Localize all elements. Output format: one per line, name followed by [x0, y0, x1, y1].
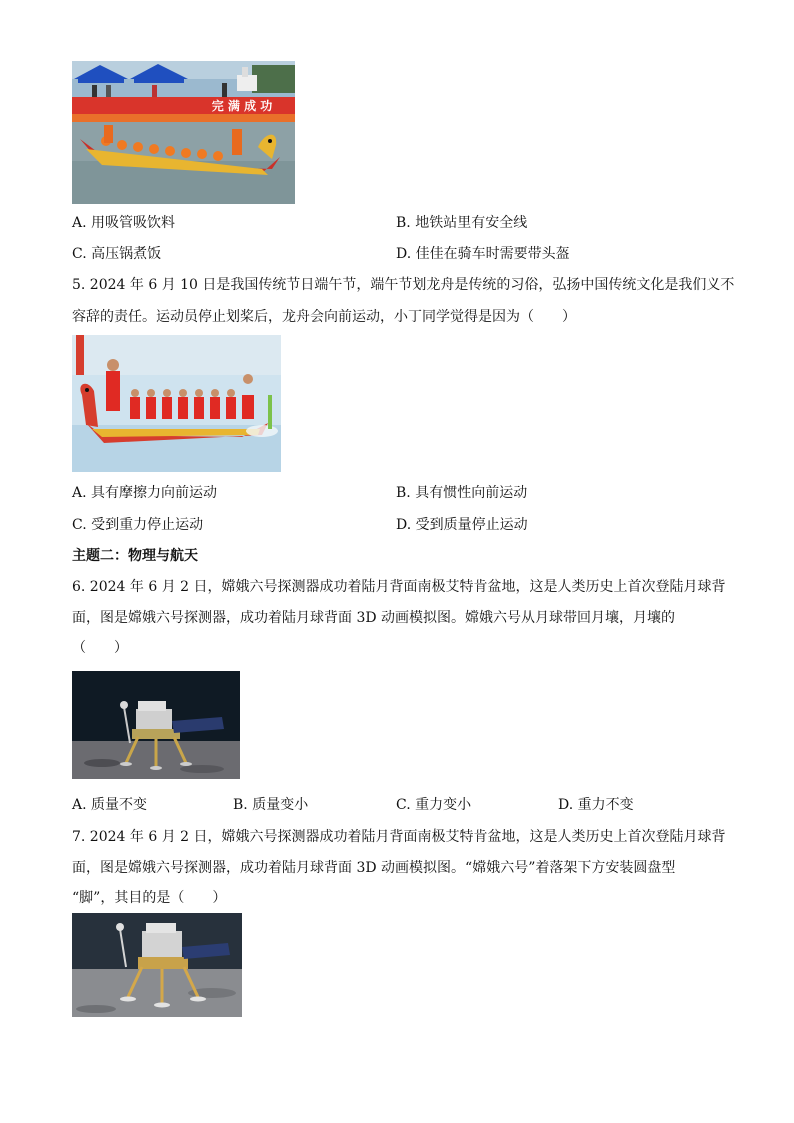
q7-stem-line-1: 7. 2024 年 6 月 2 日，嫦娥六号探测器成功着陆月背面南极艾特肯盆地，这是人类历史上首次登陆月球背 [72, 829, 726, 845]
q5-option-a: A. 具有摩擦力向前运动 [72, 485, 218, 501]
q6-option-c: C. 重力变小 [396, 797, 472, 813]
q7-stem-line-3: “脚”，其目的是（ ） [72, 890, 227, 906]
q6-option-d: D. 重力不变 [558, 797, 634, 813]
lander-photo-2 [72, 913, 242, 1017]
q5-option-d: D. 受到质量停止运动 [396, 517, 528, 533]
q5-option-c: C. 受到重力停止运动 [72, 517, 204, 533]
q6-stem-line-2: 面，图是嫦娥六号探测器，成功着陆月球背面 3D 动画模拟图。嫦娥六号从月球带回月壤，月壤的 [72, 610, 676, 626]
q6-stem-line-3: （ ） [72, 640, 128, 656]
q4-option-a: A. 用吸管吸饮料 [72, 215, 176, 231]
q6-option-a: A. 质量不变 [72, 797, 148, 813]
q4-option-d: D. 佳佳在骑车时需要带头盔 [396, 246, 570, 262]
q5-stem-line-2: 容辞的责任。运动员停止划桨后，龙舟会向前运动，小丁同学觉得是因为（ ） [72, 309, 576, 325]
q7-stem-line-2: 面，图是嫦娥六号探测器，成功着陆月球背面 3D 动画模拟图。“嫦娥六号”着落架下方安装圆盘型 [72, 860, 676, 876]
dragon-boat-photo-2 [72, 335, 281, 472]
q6-stem-line-1: 6. 2024 年 6 月 2 日，嫦娥六号探测器成功着陆月背面南极艾特肯盆地，这是人类历史上首次登陆月球背 [72, 579, 726, 595]
q5-option-b: B. 具有惯性向前运动 [396, 485, 528, 501]
q6-option-b: B. 质量变小 [233, 797, 309, 813]
dragon-boat-photo-1 [72, 61, 295, 204]
q4-option-c: C. 高压锅煮饭 [72, 246, 162, 262]
q5-stem-line-1: 5. 2024 年 6 月 10 日是我国传统节日端午节，端午节划龙舟是传统的习俗，弘扬中国传统文化是我们义不 [72, 277, 735, 293]
lander-photo-1 [72, 671, 240, 779]
q4-option-b: B. 地铁站里有安全线 [396, 215, 528, 231]
banner-text: 完 满 成 功 [211, 99, 273, 113]
section-title: 主题二：物理与航天 [72, 548, 198, 564]
